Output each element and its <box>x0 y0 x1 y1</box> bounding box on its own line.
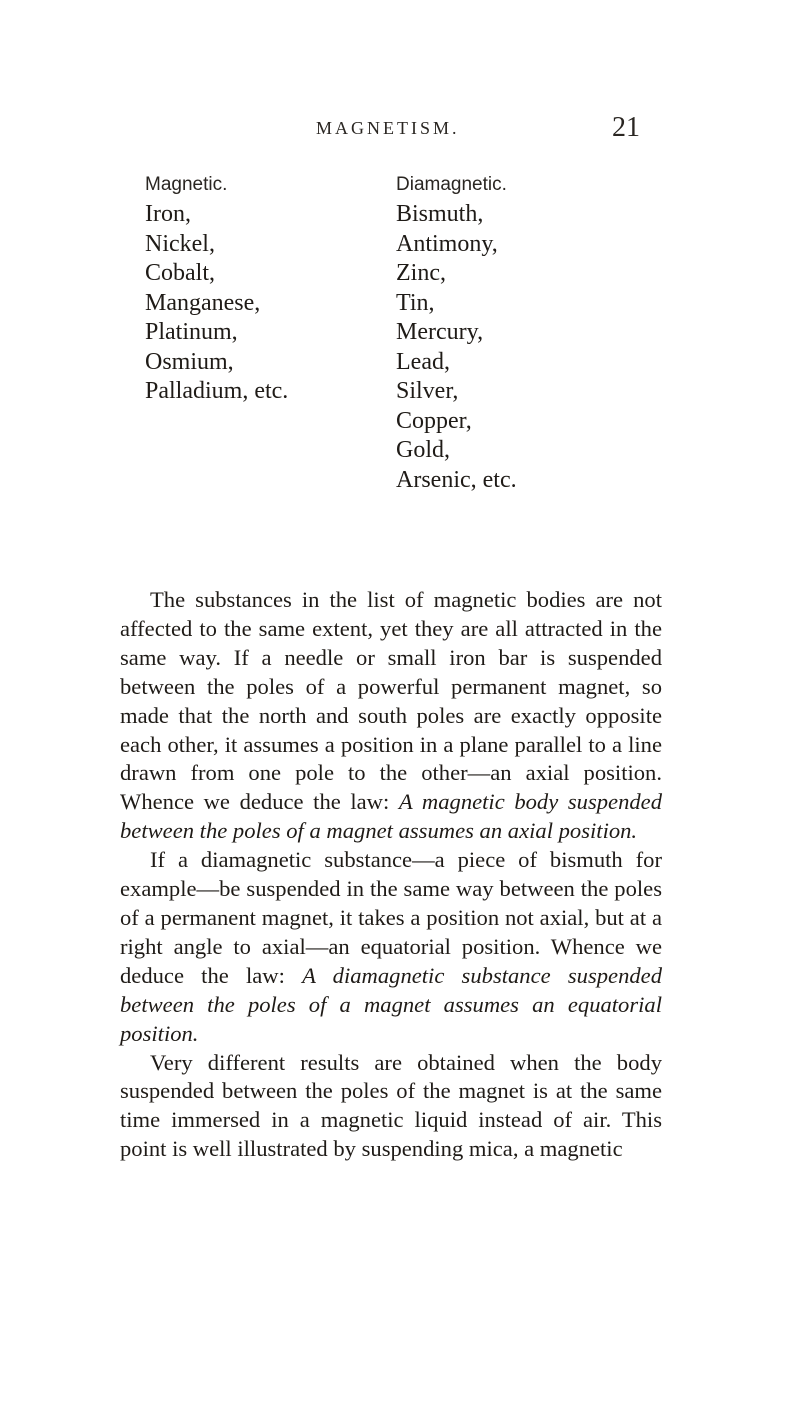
list-item: Palladium, etc. <box>145 378 289 404</box>
list-item: Iron, <box>145 201 191 227</box>
list-item: Manganese, <box>145 289 261 316</box>
list-item: Bismuth, <box>396 201 484 227</box>
running-header <box>0 112 800 152</box>
list-item: Platinum, <box>145 319 238 345</box>
magnetic-heading: Magnetic. <box>145 174 228 195</box>
list-item: Nickel, <box>145 230 215 257</box>
law-axial: A magnetic body suspended between the poles of a magnet assumes an axial position. <box>120 789 663 844</box>
paragraph-liquid <box>120 1049 662 1165</box>
paragraph-text: The substances in the list of magnetic bodies are not affected to the same extent, yet they are all attracted in the same way. If a needle or small iron bar is suspended between the poles of a powerful permanent magnet, so made that the north and south poles are exactly opposite each other, it assumes a position in a plane parallel to a line drawn from one pole to the other—an axial position. Whence we deduce the law: <box>120 587 662 815</box>
paragraph-text: If a diamagnetic substance—a piece of bismuth for example—be suspended in the same way between the poles of a permanent magnet, it takes a position not axial, but at a right angle to axial—an equatorial position. Whence we deduce the law: <box>120 847 662 988</box>
page-number: 21 <box>612 112 640 143</box>
diamagnetic-heading: Diamagnetic. <box>396 174 507 195</box>
list-item: Copper, <box>396 407 472 434</box>
list-item: Zinc, <box>396 260 446 286</box>
diamagnetic-column <box>396 170 517 495</box>
list-item: Tin, <box>396 289 435 316</box>
list-item: Silver, <box>396 378 459 404</box>
magnetic-column <box>145 170 288 407</box>
list-item: Osmium, <box>145 348 234 375</box>
list-item: Antimony, <box>396 230 498 257</box>
body-text <box>120 586 662 1164</box>
magnetic-list <box>145 200 288 407</box>
paragraph-text: Very different results are obtained when the body suspended between the poles of the magnet is at the same time immersed in a magnetic liquid instead of air. This point is well illustrated by suspending mica, a magnetic <box>120 1049 662 1162</box>
list-item: Gold, <box>396 437 450 463</box>
list-item: Mercury, <box>396 319 484 345</box>
list-item: Cobalt, <box>145 260 215 286</box>
running-title: MAGNETISM. <box>316 118 460 138</box>
paragraph-equatorial <box>120 846 662 1048</box>
list-item: Arsenic, etc. <box>396 466 517 493</box>
list-item: Lead, <box>396 348 450 375</box>
law-equatorial: A diamagnetic substance suspended between the poles of a magnet assumes an equatorial position. <box>120 962 662 1046</box>
paragraph-axial <box>120 586 662 846</box>
diamagnetic-list <box>396 200 517 495</box>
substance-lists <box>0 170 800 560</box>
